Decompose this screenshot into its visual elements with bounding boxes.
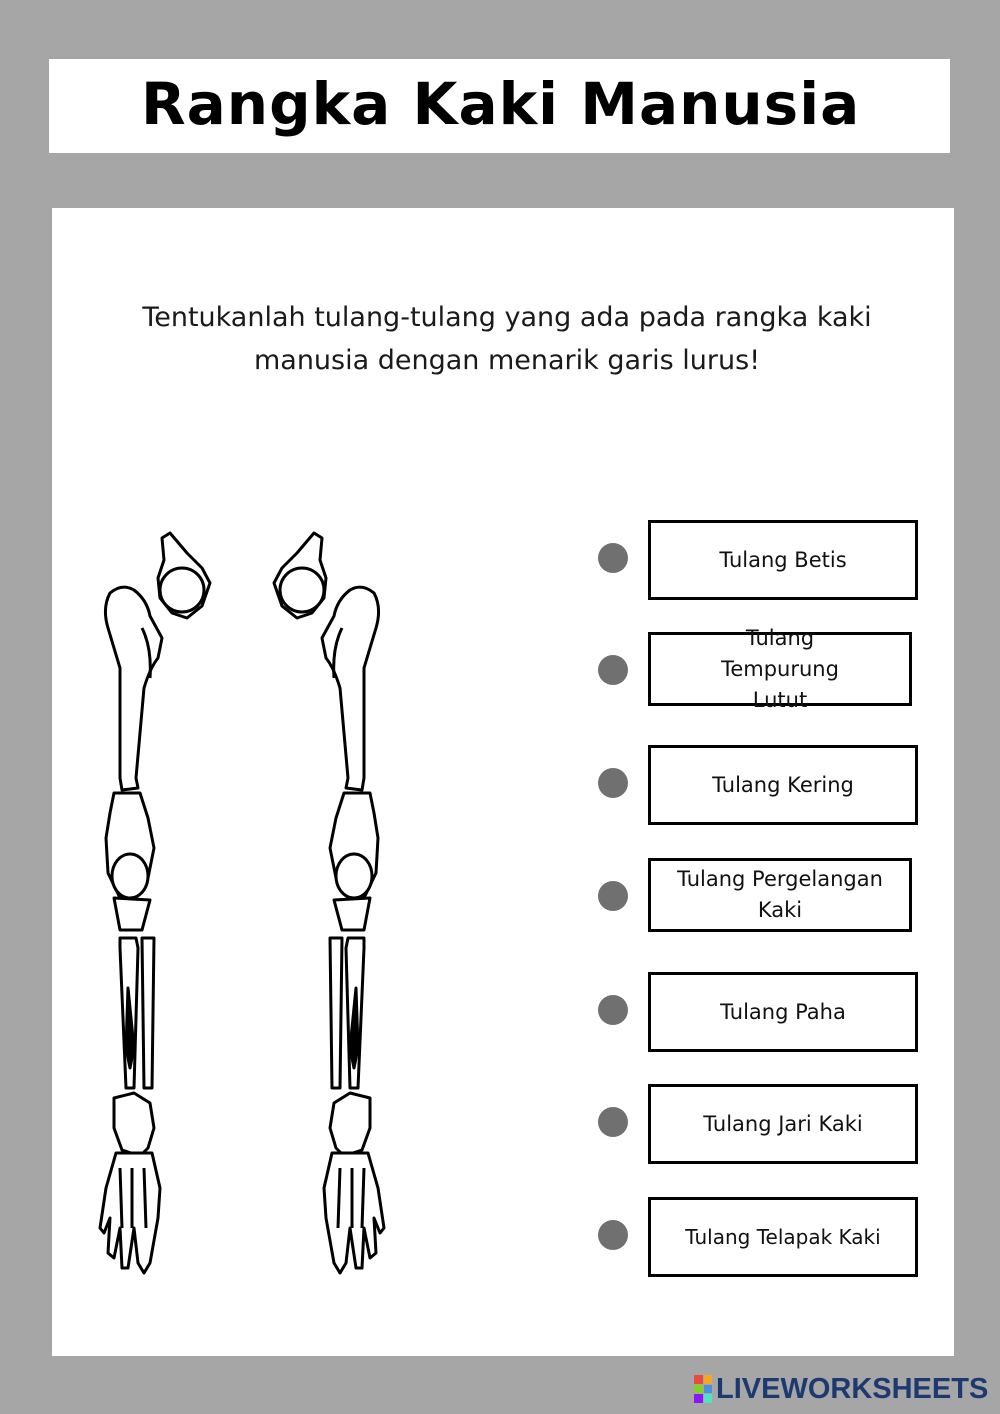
worksheet-panel (52, 208, 954, 1356)
match-dot[interactable] (598, 1107, 628, 1137)
option-box: Tulang Telapak Kaki (648, 1197, 918, 1277)
leg-skeleton-illustration (92, 528, 392, 1278)
option-box: Tulang Tempurung Lutut (648, 632, 912, 706)
match-dot[interactable] (598, 881, 628, 911)
instruction-text: Tentukanlah tulang-tulang yang ada pada rangka kaki manusia dengan menarik garis lurus! (142, 302, 872, 376)
option-box: Tulang Betis (648, 520, 918, 600)
option-item (598, 520, 958, 600)
option-box: Tulang Kering (648, 745, 918, 825)
match-dot[interactable] (598, 543, 628, 573)
liveworksheets-brand (694, 1372, 988, 1406)
match-dot[interactable] (598, 1220, 628, 1250)
option-box: Tulang Pergelangan Kaki (648, 858, 912, 932)
option-item (598, 858, 958, 938)
match-dot[interactable] (598, 995, 628, 1025)
brand-name: LIVEWORKSHEETS (716, 1372, 989, 1405)
option-box: Tulang Paha (648, 972, 918, 1052)
match-dot[interactable] (598, 768, 628, 798)
option-item (598, 625, 958, 712)
title-banner (49, 59, 950, 153)
option-item (598, 1084, 958, 1164)
option-item (598, 1197, 958, 1277)
match-dot[interactable] (598, 655, 628, 685)
left-leg (100, 533, 210, 1273)
right-leg (274, 533, 384, 1273)
option-item (598, 745, 958, 825)
option-box: Tulang Jari Kaki (648, 1084, 918, 1164)
option-item (598, 972, 958, 1052)
page-title: Rangka Kaki Manusia (141, 70, 861, 138)
liveworksheets-logo-icon (694, 1375, 712, 1403)
